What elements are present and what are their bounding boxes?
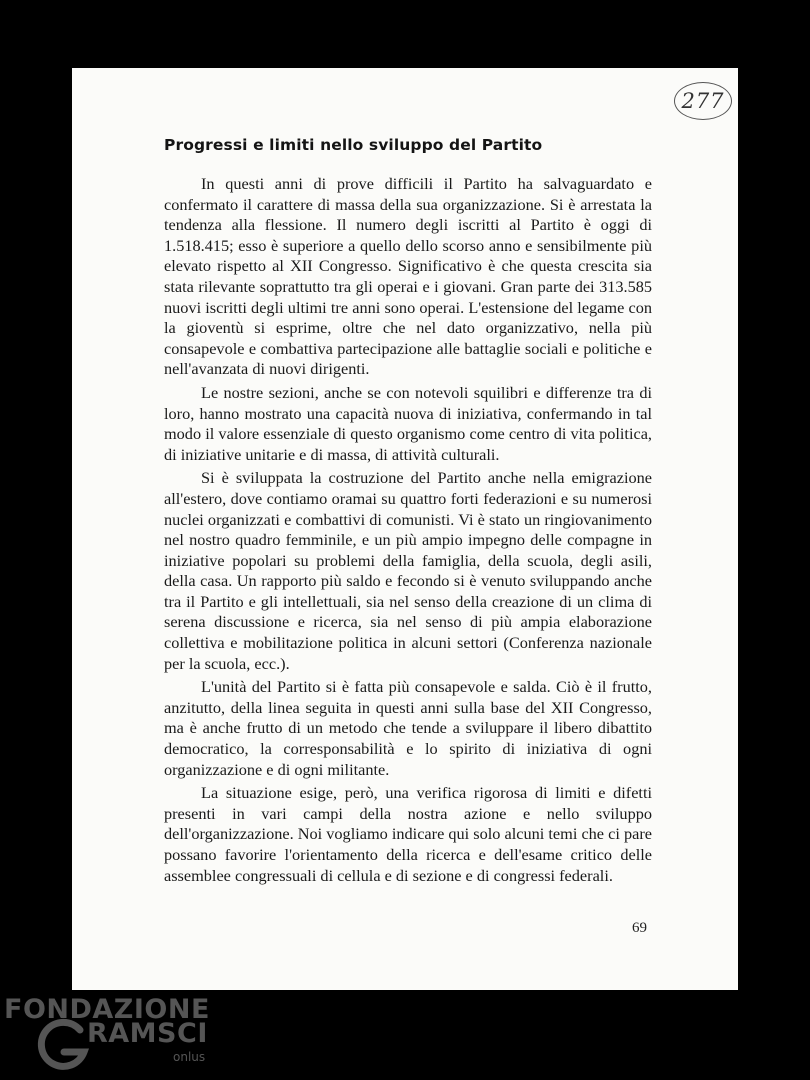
logo-suffix: onlus: [173, 1050, 206, 1064]
logo-g-icon: [34, 1018, 90, 1074]
section-heading: Progressi e limiti nello sviluppo del Partito: [164, 136, 543, 154]
paragraph: Si è sviluppata la costruzione del Partito anche nella emigrazione all'estero, dove contiamo oramai su quattro forti federazioni e su numerosi nuclei organizzati e combattivi di comunisti. Vi è stato un ringiovanimento nel nostro quadro femminile, e un più ampio impegno delle compagne in iniziative popolari su problemi della famiglia, della scuola, degli asili, della casa. Un rapporto più saldo e fecondo si è venuto sviluppando anche tra il Partito e gli intellettuali, sia nel senso della creazione di un clima di serena discussione e ricerca, sia nel senso di più ampia elaborazione collettiva e mobilitazione politica in alcuni settori (Conferenza nazionale per la scuola, ecc.).: [164, 468, 652, 673]
document-page: [72, 68, 738, 990]
body-text: [164, 174, 652, 889]
paragraph: In questi anni di prove difficili il Partito ha salvaguardato e confermato il carattere di massa della sua organizzazione. Si è arrestata la tendenza alla flessione. Il numero degli iscritti al Partito è oggi di 1.518.415; esso è superiore a quello dello scorso anno e sensibilmente più elevato rispetto al XII Congresso. Significativo è che questa crescita sia stata rilevante soprattutto tra gli operai e i giovani. Gran parte dei 313.585 nuovi iscritti degli ultimi tre anni sono operai. L'estensione del legame con la gioventù si esprime, oltre che nel dato organizzativo, nella più consapevole e combattiva partecipazione alle battaglie sociali e politiche e nell'avanzata di nuovi dirigenti.: [164, 174, 652, 379]
paragraph: L'unità del Partito si è fatta più consapevole e salda. Ciò è il frutto, anzitutto, della linea seguita in questi anni sulla base del XII Congresso, ma è anche frutto di un metodo che tende a sviluppare il libero dibattito democratico, la corresponsabilità e lo spirito di iniziativa di ogni organizzazione e di ogni militante.: [164, 677, 652, 779]
paragraph: Le nostre sezioni, anche se con notevoli squilibri e differenze tra di loro, hanno mostrato una capacità nuova di iniziativa, confermando in tal modo il valore essenziale di questo organismo come centro di vita politica, di iniziative unitarie e di massa, di attività culturali.: [164, 382, 652, 464]
logo-line-1: FONDAZIONE: [4, 994, 210, 1025]
page-number: 69: [632, 920, 647, 936]
fondazione-gramsci-logo: [0, 990, 230, 1080]
logo-line-2: RAMSCI: [87, 1018, 208, 1049]
paragraph: La situazione esige, però, una verifica rigorosa di limiti e difetti presenti in vari campi della nostra azione e nello sviluppo dell'organizzazione. Noi vogliamo indicare qui solo alcuni temi che ci pare possano favorire l'orientamento della ricerca e dell'esame critico delle assemblee congressuali di cellula e di sezione e di congressi federali.: [164, 783, 652, 885]
archive-number-stamp: 277: [674, 82, 732, 120]
